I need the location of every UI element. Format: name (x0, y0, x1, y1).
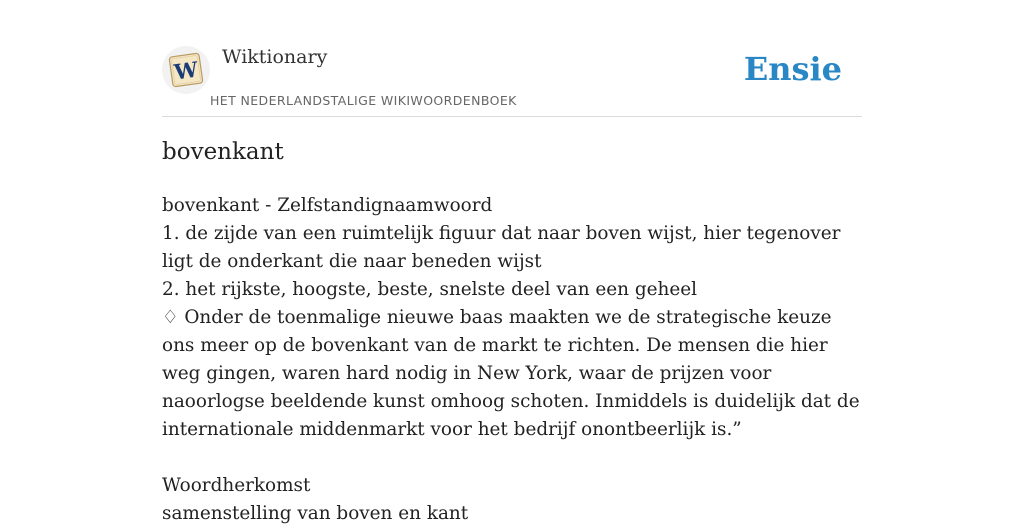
logo-tile-icon (162, 46, 210, 94)
spacer (162, 444, 862, 472)
etymology-text: samenstelling van boven en kant (162, 503, 469, 524)
site-tagline: HET NEDERLANDSTALIGE WIKIWOORDENBOEK (210, 93, 517, 108)
etymology-heading: Woordherkomst (162, 475, 311, 496)
page-title: bovenkant (162, 139, 284, 165)
ensie-brand-logo[interactable]: Ensie (743, 50, 842, 88)
definition-1: 1. de zijde van een ruimtelijk figuur dat naar boven wijst, hier tegenover ligt de onderkant die naar beneden wijst (162, 223, 841, 272)
part-of-speech-line: bovenkant - Zelfstandignaamwoord (162, 195, 493, 216)
wiktionary-logo-icon[interactable] (162, 46, 210, 94)
entry-content (162, 192, 862, 528)
definition-2: 2. het rijkste, hoogste, beste, snelste deel van een geheel (162, 279, 698, 300)
site-name[interactable]: Wiktionary (222, 46, 328, 68)
example-quote: ♢ Onder de toenmalige nieuwe baas maakten we de strategische keuze ons meer op de bovenkant van de markt te richten. De mensen die hier weg gingen, waren hard nodig in New York, waar de prijzen voor naoorlogse beeldende kunst omhoog schoten. Inmiddels is duidelijk dat de internationale middenmarkt voor het bedrijf onontbeerlijk is.” (162, 307, 860, 440)
logo-letter: W (172, 56, 200, 85)
site-header (162, 40, 862, 117)
